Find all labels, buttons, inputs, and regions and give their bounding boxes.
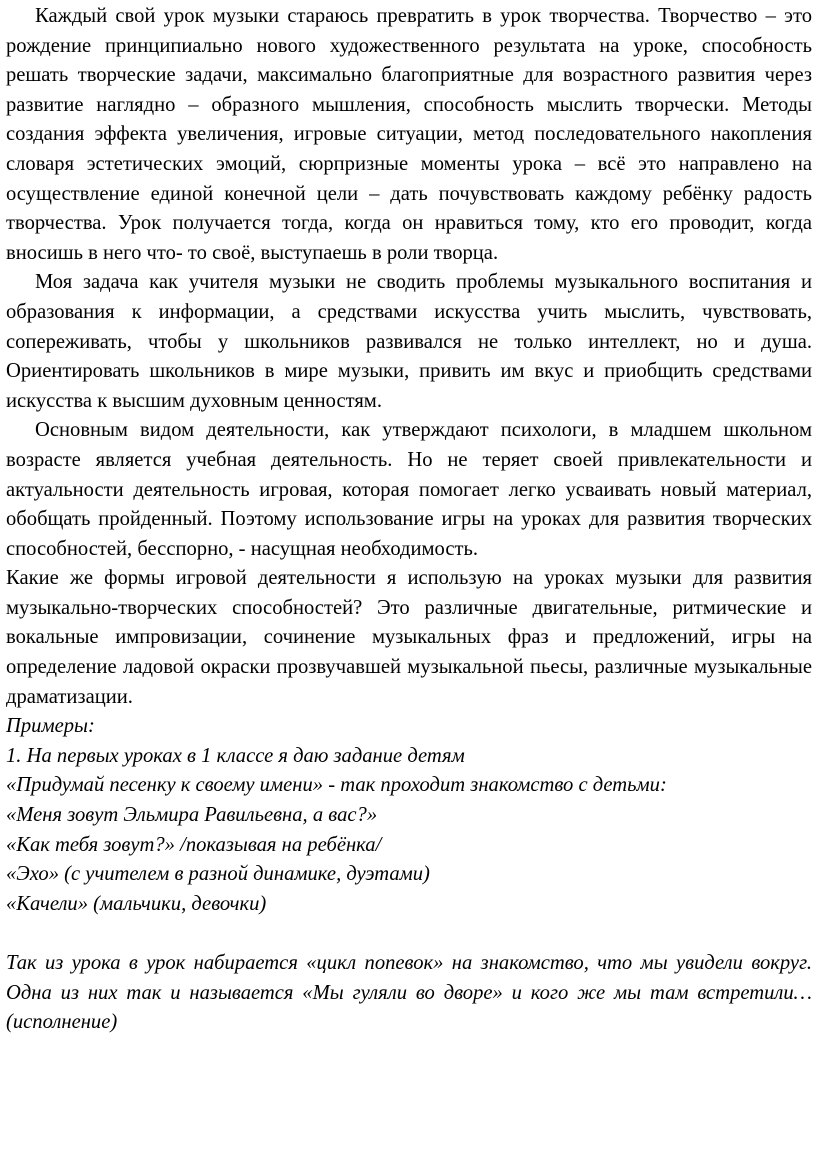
example-line: «Меня зовут Эльмира Равильевна, а вас?» bbox=[6, 804, 378, 827]
closing-paragraph: Так из урока в урок набирается «цикл попевок» на знакомство, что мы увидели вокруг. Одна из них так и называется «Мы гуляли во дворе» и кого же мы там встретили…(исполнение) bbox=[6, 952, 812, 1034]
paragraph-activity: Основным видом деятельности, как утверждают психологи, в младшем школьном возрасте является учебная деятельность. Но не теряет своей привлекательности и актуальности деятельность игровая, которая помогает легко усваивать новый материал, обобщать пройденный. Поэтому использование игры на уроках для развития творческих способностей, бесспорно, - насущная необходимость. bbox=[6, 419, 812, 560]
example-line: «Качели» (мальчики, девочки) bbox=[6, 892, 267, 915]
paragraph-game-forms: Какие же формы игровой деятельности я использую на уроках музыки для развития музыкально-творческих способностей? Это различные двигательные, ритмические и вокальные импровизации, сочинение музыкальных фраз и предложений, игры на определение ладовой окраски прозвучавшей музыкальной пьесы, различные музыкальные драматизации. bbox=[6, 567, 812, 708]
example-line: «Придумай песенку к своему имени» - так проходит знакомство с детьми: bbox=[6, 774, 667, 797]
blank-line bbox=[6, 919, 812, 949]
example-line: «Эхо» (с учителем в разной динамике, дуэтами) bbox=[6, 863, 430, 886]
examples-heading: Примеры: bbox=[6, 715, 95, 738]
paragraph-creativity: Каждый свой урок музыки стараюсь превратить в урок творчества. Творчество – это рождение принципиально нового художественного результата на уроке, способность решать творческие задачи, максимально благоприятные для возрастного развития через развитие наглядно – образного мышления, способность мыслить творчески. Методы создания эффекта увеличения, игровые ситуации, метод последовательного накопления словаря эстетических эмоций, сюрпризные моменты урока – всё это направлено на осуществление единой конечной цели – дать почувствовать каждому ребёнку радость творчества. Урок получается тогда, когда он нравиться тому, кто его проводит, когда вносишь в него что- то своё, выступаешь в роли творца. bbox=[6, 5, 812, 264]
example-line: 1. На первых уроках в 1 классе я даю задание детям bbox=[6, 744, 465, 767]
paragraph-teacher-task: Моя задача как учителя музыки не сводить проблемы музыкального воспитания и образования к информации, а средствами искусства учить мыслить, чувствовать, сопереживать, чтобы у школьников развивался не только интеллект, но и душа. Ориентировать школьников в мире музыки, привить им вкус и приобщить средствами искусства к высшим духовным ценностям. bbox=[6, 271, 812, 412]
example-line: «Как тебя зовут?» /показывая на ребёнка/ bbox=[6, 833, 382, 856]
